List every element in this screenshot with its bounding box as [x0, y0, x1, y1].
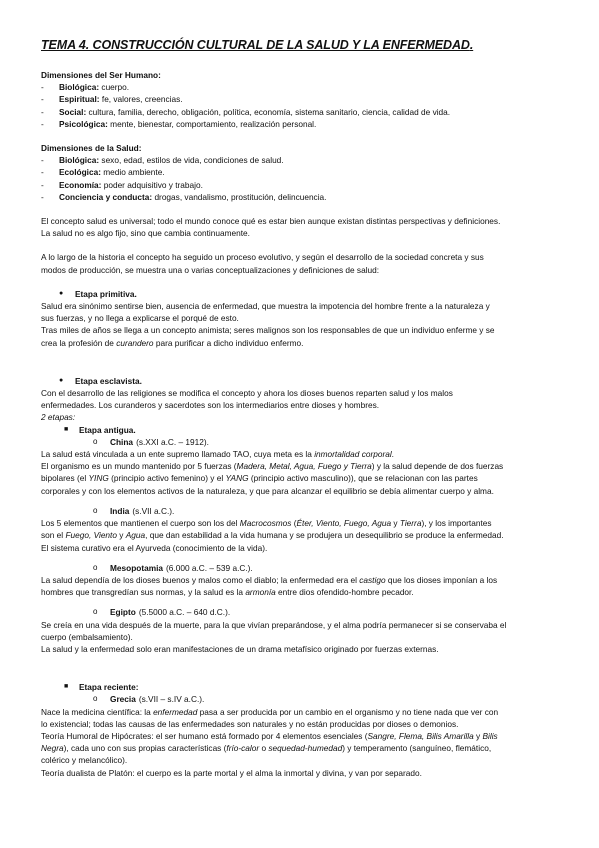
paragraph-mesopotamia: La salud dependía de los dioses buenos y malos como el diablo; la enfermedad era el castigo que los dioses imponían a los hombres que transgredían sus normas, y la salud es la armonía entre dios ofendido-hombre pecador.	[41, 574, 498, 598]
heading-egipto: o Egipto (5.5000 a.C. – 640 d.C.).	[93, 607, 231, 618]
heading-mesopotamia: o Mesopotamia (6.000 a.C. – 539 a.C.).	[93, 562, 253, 573]
paragraph-egipto: Se creía en una vida después de la muerte, para la que vivían preparándose, y el alma podría permanecer si se conservaba el cuerpo (embalsamiento). La salud y la enfermedad solo eran manifestaciones de un drama metafísico originado por fuerzas externas.	[41, 619, 507, 654]
list-item: - Ecológica: medio ambiente.	[41, 167, 165, 178]
list-item: - Psicológica: mente, bienestar, comportamiento, realización personal.	[41, 118, 317, 129]
heading-etapa-primitiva: ● Etapa primitiva.	[59, 288, 137, 299]
section-heading-dimensiones-salud: Dimensiones de la Salud:	[41, 143, 142, 154]
heading-etapa-reciente: ■ Etapa reciente:	[64, 682, 139, 693]
document-page	[41, 38, 561, 779]
page-title: TEMA 4. CONSTRUCCIÓN CULTURAL DE LA SALUD Y LA ENFERMEDAD.	[41, 38, 474, 52]
paragraph-china: La salud está vinculada a un ente supremo llamado TAO, cuya meta es la inmortalidad corporal. El organismo es un mundo mantenido por 5 fuerzas (Madera, Metal, Agua, Fuego y Tierra) y la salud depende de dos fuerzas bipolares (el YING (principio activo femenino) y el YANG (principio activo masculino)), que se relacionan con las partes corporales y con los elementos activos de la naturaleza, y que para alcanzar el equilibrio se debía alimentar cuerpo y alma.	[41, 449, 504, 496]
paragraph-grecia: Nace la medicina científica: la enfermedad pasa a ser producida por un cambio en el organismo y no tiene nada que ver con lo existencial; todas las causas de las enfermedades son naturales y no están producidas por dioses o demonios. Teoría Humoral de Hipócrates: el ser humano está formado por 4 elementos esenciales (Sangre, Flema, Bilis Amarilla y Bilis Negra), cada uno con sus propias características (frío-calor o sequedad-humedad) y temperamento (sanguíneo, flemático, colérico y melancólico). Teoría dualista de Platón: el cuerpo es la parte mortal y el alma la inmortal y divina, y van por separado.	[41, 706, 499, 778]
paragraph-historia: A lo largo de la historia el concepto ha seguido un proceso evolutivo, y según el desarrollo de la sociedad concreta y sus modos de producción, se muestra una o varias conceptualizaciones y definiciones de salud:	[41, 252, 484, 275]
list-item: - Biológica: sexo, edad, estilos de vida, condiciones de salud.	[41, 155, 284, 166]
heading-india: o India (s.VII a.C.).	[93, 505, 175, 516]
list-dimensiones-humano	[41, 81, 561, 130]
heading-china: o China (s.XXI a.C. – 1912).	[93, 436, 209, 447]
paragraph-esclavista: Con el desarrollo de las religiones se modifica el concepto y ahora los dioses buenos reparten salud y los malos enfermedades. Los curanderos y sacerdotes son los intermediarios entre dioses y hombres. 2 etapas:	[41, 388, 453, 423]
list-dimensiones-salud	[41, 154, 561, 203]
heading-etapa-antigua: ■ Etapa antigua.	[64, 424, 136, 435]
paragraph-concepto-salud: El concepto salud es universal; todo el mundo conoce qué es estar bien aunque existan distintas perspectivas y definiciones. La salud no es algo fijo, sino que cambia continuamente.	[41, 216, 501, 239]
paragraph-primitiva: Salud era sinónimo sentirse bien, ausencia de enfermedad, que muestra la impotencia del hombre frente a la naturaleza y sus fuerzas, y no llega a explicarse el porqué de esto. Tras miles de años se llega a un concepto animista; seres malignos son los responsables de que un individuo enferme y se crea la profesión de curandero para purificar a dicho individuo enfermo.	[41, 301, 495, 348]
list-item: - Economía: poder adquisitivo y trabajo.	[41, 179, 203, 190]
heading-etapa-esclavista: ● Etapa esclavista.	[59, 375, 142, 386]
section-heading-dimensiones-humano: Dimensiones del Ser Humano:	[41, 70, 161, 80]
paragraph-india: Los 5 elementos que mantienen el cuerpo son los del Macrocosmos (Éter, Viento, Fuego, Agua y Tierra), y los importantes son el Fuego, Viento y Agua, que dan estabilidad a la vida humana y se produjera un desequilibrio se produce la enfermedad. El sistema curativo era el Ayurveda (conocimiento de la vida).	[41, 518, 504, 553]
list-item: - Biológica: cuerpo.	[41, 82, 130, 93]
list-item: - Social: cultura, familia, derecho, obligación, política, economía, sistema sanitario, ciencia, calidad de vida.	[41, 106, 451, 117]
heading-grecia: o Grecia (s.VII – s.IV a.C.).	[93, 694, 205, 705]
list-item: - Conciencia y conducta: drogas, vandalismo, prostitución, delincuencia.	[41, 191, 327, 202]
list-item: - Espiritual: fe, valores, creencias.	[41, 94, 183, 105]
